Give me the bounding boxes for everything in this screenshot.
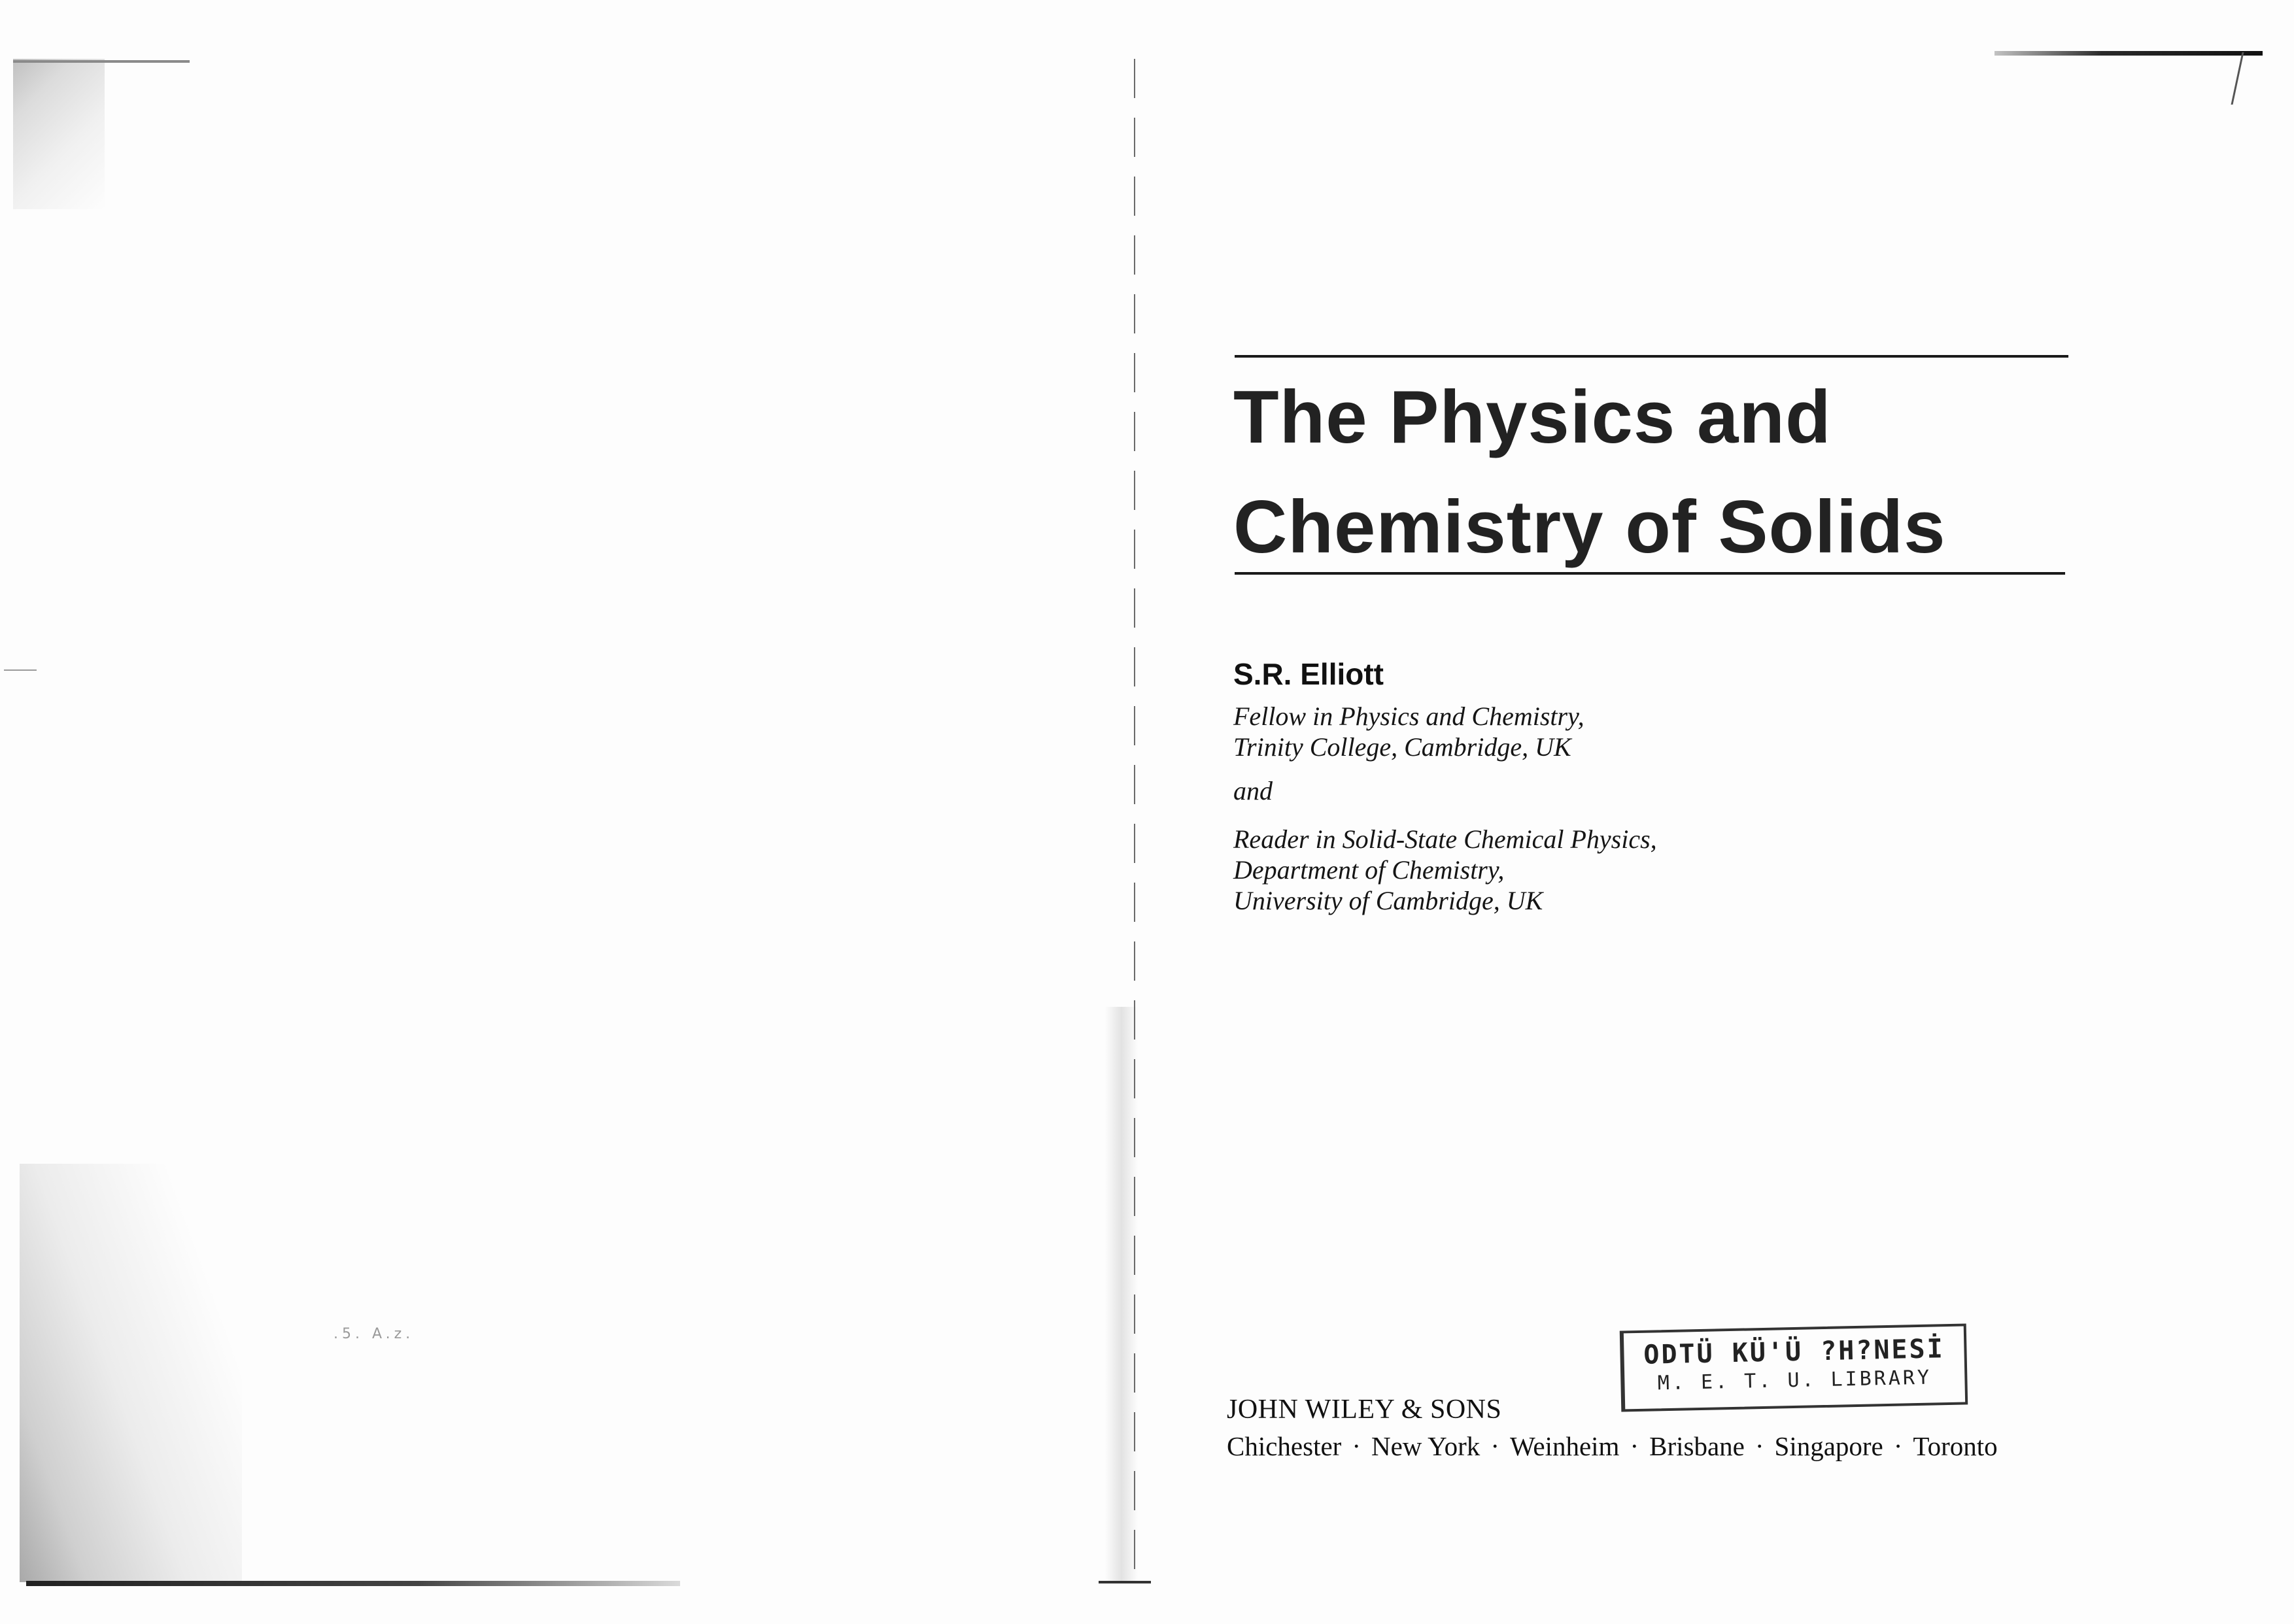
scan-edge-line-top-left bbox=[13, 60, 190, 63]
publisher-name: JOHN WILEY & SONS bbox=[1227, 1395, 1502, 1425]
affiliation-conjunction bbox=[1233, 775, 1273, 806]
scan-shadow-top-left bbox=[13, 59, 105, 209]
scan-smudge: .5. A.z. bbox=[334, 1326, 415, 1342]
city-name: Toronto bbox=[1913, 1431, 1998, 1461]
gutter-shadow bbox=[1105, 1007, 1138, 1582]
city-separator: · bbox=[1630, 1431, 1639, 1461]
title-rule-bottom bbox=[1235, 572, 2065, 575]
city-separator: · bbox=[1755, 1431, 1764, 1461]
page-corner-fold bbox=[2231, 52, 2270, 105]
city-name: New York bbox=[1371, 1431, 1481, 1461]
author-name: S.R. Elliott bbox=[1233, 657, 1384, 691]
publisher-cities bbox=[1227, 1429, 1998, 1463]
city-separator: · bbox=[1490, 1431, 1499, 1461]
affiliation-1-line-2: Trinity College, Cambridge, UK bbox=[1233, 732, 1571, 762]
library-stamp bbox=[1620, 1323, 1968, 1412]
city-name: Brisbane bbox=[1649, 1431, 1745, 1461]
city-name: Chichester bbox=[1227, 1431, 1342, 1461]
scan-shadow-bottom-left bbox=[20, 1164, 242, 1582]
affiliation-2-line-3: University of Cambridge, UK bbox=[1233, 886, 1543, 915]
city-name: Weinheim bbox=[1509, 1431, 1620, 1461]
affiliation-2-line-2: Department of Chemistry, bbox=[1233, 855, 1505, 885]
city-name: Singapore bbox=[1774, 1431, 1883, 1461]
scan-tick-mark bbox=[4, 669, 37, 671]
author-affiliation-2 bbox=[1233, 824, 1657, 916]
author-affiliation-1 bbox=[1233, 701, 1584, 762]
book-title-line-1: The Physics and bbox=[1233, 376, 1832, 459]
library-stamp-line-2: M. E. T. U. LIBRARY bbox=[1657, 1366, 1932, 1395]
city-separator: · bbox=[1352, 1431, 1361, 1461]
conjunction-text: and bbox=[1233, 776, 1273, 805]
scan-edge-line-bottom-left bbox=[26, 1581, 680, 1586]
affiliation-1-line-1: Fellow in Physics and Chemistry, bbox=[1233, 702, 1584, 731]
city-separator: · bbox=[1893, 1431, 1903, 1461]
affiliation-2-line-1: Reader in Solid-State Chemical Physics, bbox=[1233, 824, 1657, 854]
gutter-bottom-edge bbox=[1099, 1581, 1151, 1583]
scan-edge-line-top-right bbox=[1994, 51, 2263, 56]
book-title-line-2: Chemistry of Solids bbox=[1233, 486, 1946, 569]
title-rule-top bbox=[1235, 355, 2068, 358]
book-title bbox=[1233, 363, 2083, 583]
book-gutter bbox=[1134, 59, 1135, 1582]
library-stamp-line-1: ODTÜ KÜ'Ü ?H?NESİ bbox=[1643, 1334, 1945, 1370]
